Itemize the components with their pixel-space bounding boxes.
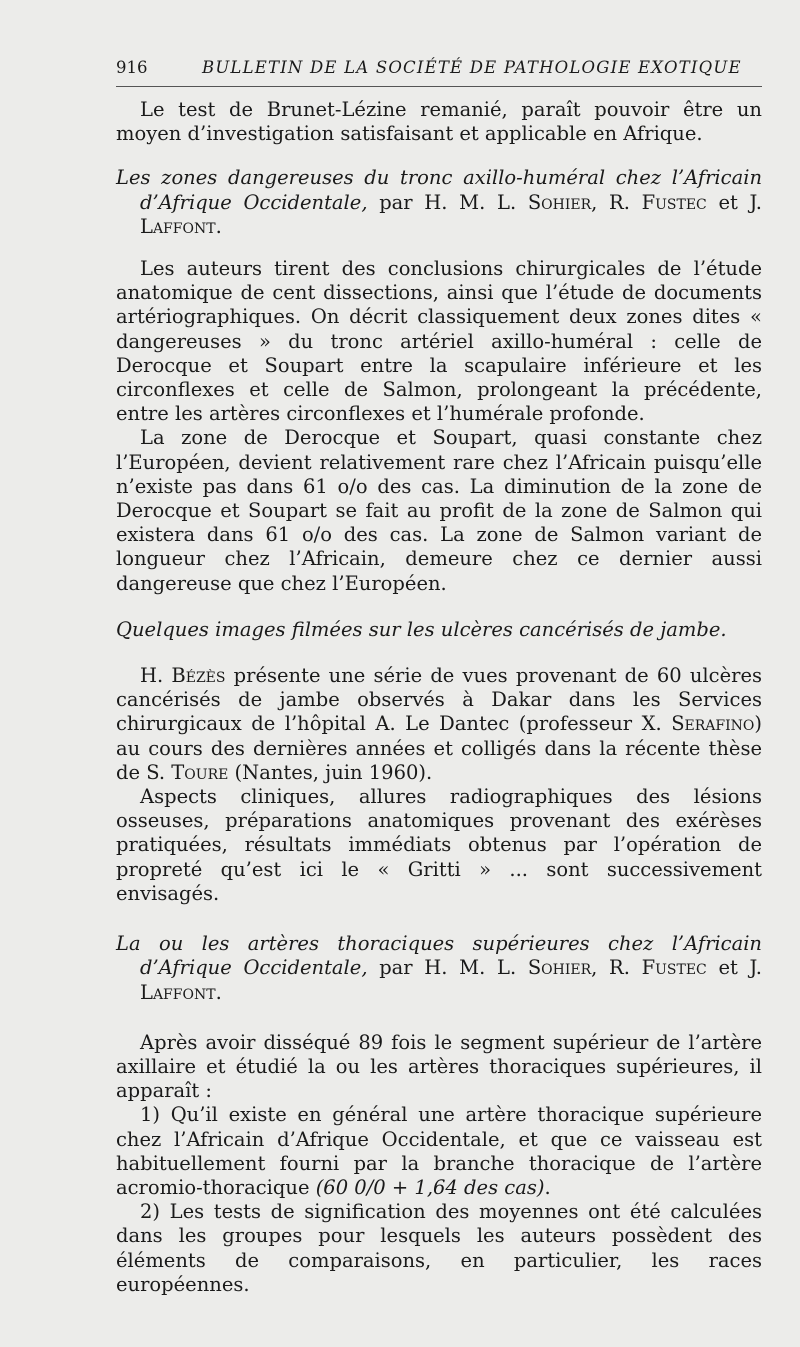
paragraph-derocque-soupart: La zone de Derocque et Soupart, quasi constante chez l’Européen, devient relativement rare chez l’Africain puisqu’elle n’existe pas dans 61 o/o des cas. La diminution de la zone de Derocque et Soupart se fait au profit de la zone de Salmon qui existera dans 61 o/o des cas. La zone de Salmon variant de longueur chez l’Africain, demeure chez ce dernier aussi dangereuse que chez l’Européen. (116, 426, 762, 595)
author-bezes: Bézès (171, 664, 226, 688)
section-title-text: La ou les artères thoraciques supérieures chez l’Africain d’Afrique Occidentale, (116, 932, 762, 980)
paragraph-bezes: H. Bézès présente une série de vues provenant de 60 ulcères cancérisés de jambe observés à Dakar dans les Services chirurgicaux de l’hôpital A. Le Dantec (professeur X. Serafino) au cours des dernières années et colligés dans la récente thèse de S. Toure (Nantes, juin 1960). (116, 664, 763, 784)
header-rule (116, 86, 762, 87)
section-title-arteres-thoraciques (116, 932, 762, 1005)
journal-title: BULLETIN DE LA SOCIÉTÉ DE PATHOLOGIE EXOTIQUE (202, 58, 742, 77)
byline-end: . (215, 980, 222, 1004)
paragraph-brunet-lezine: Le test de Brunet-Lézine remanié, paraît pouvoir être un moyen d’investigation satisfaisant et applicable en Afrique. (116, 98, 762, 146)
byline-sep: , R. (591, 956, 642, 980)
paragraph-point-1: 1) Qu’il existe en général une artère thoracique supérieure chez l’Africain d’Afrique Occidentale, et que ce vaisseau est habituellement fourni par la branche thoracique de l’artère acromio-thoracique (60 0/0 + 1,64 des cas). (116, 1103, 762, 1199)
byline-prefix: par H. M. L. (367, 956, 528, 980)
name-toure: Toure (171, 760, 229, 784)
paragraph-conclusions: Les auteurs tirent des conclusions chirurgicales de l’étude anatomique de cent dissections, ainsi que l’étude de documents artériographiques. On décrit classiquement deux zones dites « dangereuses » du tronc artériel axillo-huméral : celle de Derocque et Soupart entre la scapulaire inférieure et les circonflexes et celle de Salmon, prolongeant la précédente, entre les artères circonflexes et l’humérale profonde. (116, 257, 762, 426)
author-fustec: Fustec (641, 956, 707, 980)
name-serafino: Serafino (671, 712, 755, 736)
author-sohier: Sohier (527, 956, 592, 980)
byline-sep: et J. (706, 190, 762, 214)
page-number: 916 (116, 58, 148, 77)
byline-sep: et J. (706, 956, 762, 980)
byline-prefix: par H. M. L. (367, 190, 528, 214)
author-laffont: Laffont (140, 980, 216, 1004)
paragraph-aspects-cliniques: Aspects cliniques, allures radiographiques des lésions osseuses, préparations anatomiques provenant des exérèses pratiquées, résultats immédiats obtenus par l’opération de propreté qu’est ici le « Gritti » ... sont successivement envisagés. (116, 785, 762, 905)
paragraph-apres-disseque: Après avoir disséqué 89 fois le segment supérieur de l’artère axillaire et étudié la ou les artères thoraciques supérieures, il apparaît : (116, 1030, 762, 1103)
author-sohier: Sohier (527, 190, 592, 214)
byline-end: . (215, 214, 222, 238)
section-title-images-filmees: Quelques images filmées sur les ulcères cancérisés de jambe. (116, 617, 727, 641)
article-body (116, 98, 762, 1297)
author-fustec: Fustec (641, 190, 707, 214)
author-laffont: Laffont (140, 214, 216, 238)
case-percentage: (60 0/0 + 1,64 des cas) (315, 1175, 545, 1199)
paragraph-point-2: 2) Les tests de signification des moyennes ont été calculées dans les groupes pour lesquels les auteurs possèdent des éléments de comparaisons, en particulier, les races européennes. (116, 1200, 762, 1296)
section-title-text: Les zones dangereuses du tronc axillo-huméral chez l’Africain d’Afrique Occidentale, (116, 166, 762, 214)
byline-sep: , R. (591, 190, 642, 214)
section-title-zones-dangereuses (116, 166, 762, 239)
